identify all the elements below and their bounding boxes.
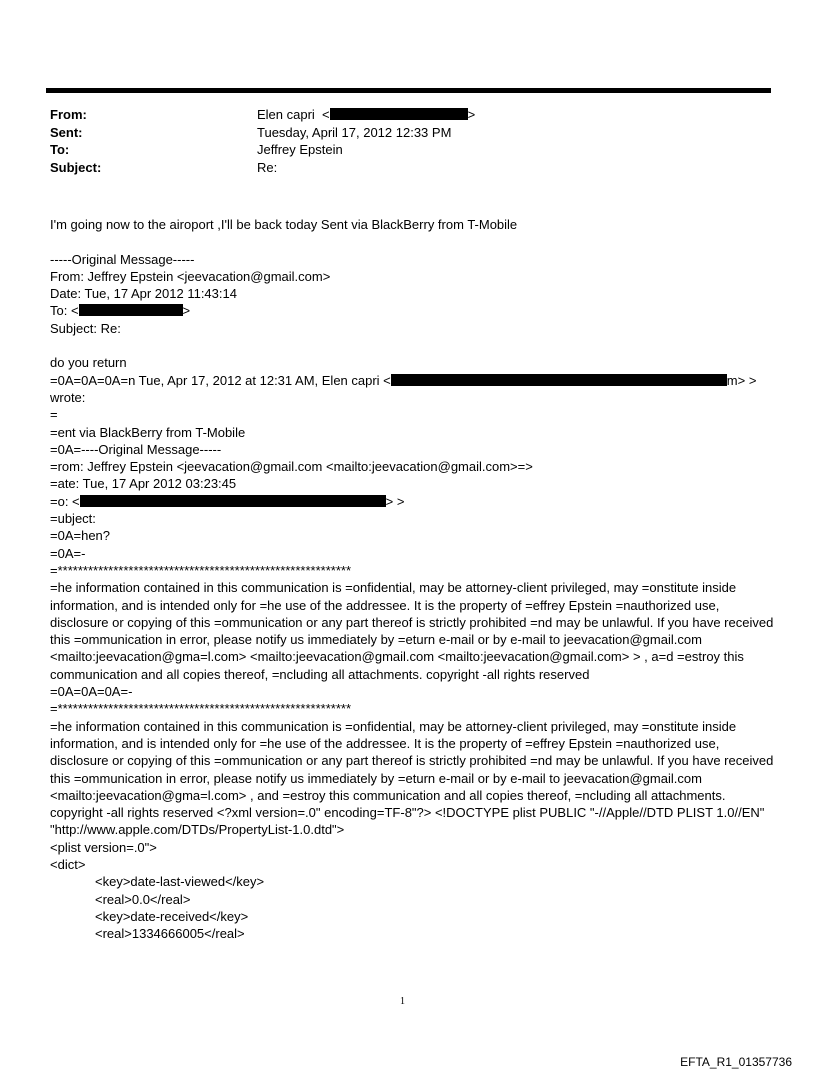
disclaimer-2: =he information contained in this communication is =onfidential, may be attorney-client privileged, may =onstitute inside information, and is intended only for =he use of the addressee. It is the property of =effrey Epstein =nauthorized use, disclosure or copying of this =ommunication or any part thereof is strictly prohibited =nd may be unlawful. If you have received this =ommunication in error, please notify us immediately by =eturn e-mail or by e-mail to jeevacation@gmail.com <mailto:jeevacation@gma=l.com> , and =estroy this communication and all copies thereof, =ncluding all attachments. copyright -all rights reserved <?xml version=.0" encoding=TF-8"?> <!DOCTYPE plist PUBLIC "-//Apple//DTD PLIST 1.0//EN" "http://www.apple.com/DTDs/PropertyList-1.0.dtd"> <box>50 718 774 838</box>
key-date-last-viewed: <key>date-last-viewed</key> <box>95 874 265 890</box>
disclaimer-1: =he information contained in this communication is =onfidential, may be attorney-client privileged, may =onstitute inside information, and is intended only for =he use of the addressee. It is the property of =effrey Epstein =nauthorized use, disclosure or copying of this =ommunication or any part thereof is strictly prohibited =nd may be unlawful. If you have received this =ommunication in error, please notify us immediately by =eturn e-mail or by e-mail to jeevacation@gmail.com <mailto:jeevacation@gma=l.com> <mailto:jeevacation@gmail.com <mailto:jeevacation@gmail.com> > , a=d =estroy this communication and all copies thereof, =ncluding all attachments. copyright -all rights reserved <box>50 580 774 682</box>
subject-row <box>50 159 770 177</box>
stars-line: =********************************************************** <box>50 562 352 578</box>
wrote-suffix: m> > <box>726 372 757 388</box>
equals-line: = <box>50 407 58 423</box>
from-lt: < <box>322 107 330 122</box>
key-date-received: <key>date-received</key> <box>95 908 249 924</box>
plist-line: <plist version=.0"> <box>50 839 157 855</box>
rom-line: =rom: Jeffrey Epstein <jeevacation@gmail.com <mailto:jeevacation@gmail.com>=> <box>50 459 533 475</box>
wrote-prefix: =0A=0A=0A=n Tue, Apr 17, 2012 at 12:31 AM, Elen capri < <box>50 372 391 388</box>
original-marker-2: =0A=----Original Message----- <box>50 441 222 457</box>
sent-label: Sent: <box>50 124 83 140</box>
ate-line: =ate: Tue, 17 Apr 2012 03:23:45 <box>50 476 237 492</box>
to-value: Jeffrey Epstein <box>257 142 343 157</box>
from-value <box>257 106 475 124</box>
sent-value: Tuesday, April 17, 2012 12:33 PM <box>257 124 452 140</box>
ubject-line: =ubject: <box>50 511 96 527</box>
o-prefix: =o: < <box>50 493 80 509</box>
redaction-bar <box>391 374 727 386</box>
hen-line: =0A=hen? <box>50 528 111 544</box>
real-value-1: <real>0.0</real> <box>95 891 191 907</box>
sent-row <box>50 124 770 142</box>
subject-value: Re: <box>257 159 278 175</box>
from-gt: > <box>467 107 476 122</box>
wrote-word: wrote: <box>50 389 86 405</box>
original-to <box>50 302 775 319</box>
oa-dash-line: =0A=- <box>50 545 86 561</box>
original-marker: -----Original Message----- <box>50 251 195 267</box>
o-line <box>50 493 775 510</box>
o-suffix: > > <box>385 493 405 509</box>
from-label: From: <box>50 107 87 122</box>
original-to-suffix: > <box>182 303 191 319</box>
redaction-bar <box>80 495 386 507</box>
document-id: EFTA_R1_01357736 <box>680 1055 792 1069</box>
from-row <box>50 106 770 124</box>
real-value-2: <real>1334666005</real> <box>95 926 245 942</box>
redaction-bar <box>79 304 183 316</box>
redaction-bar <box>330 108 468 120</box>
email-body <box>50 216 775 942</box>
reply-line: I'm going now to the airoport ,I'll be back today Sent via BlackBerry from T-Mobile <box>50 217 518 232</box>
email-header <box>50 106 770 176</box>
original-to-prefix: To: < <box>50 303 79 319</box>
top-rule <box>46 88 771 93</box>
from-name: Elen capri <box>257 107 315 122</box>
page-number: 1 <box>400 996 405 1007</box>
subject-label: Subject: <box>50 159 102 175</box>
wrote-line <box>50 372 775 389</box>
original-subject: Subject: Re: <box>50 320 121 336</box>
to-row <box>50 141 770 159</box>
original-from: From: Jeffrey Epstein <jeevacation@gmail.com> <box>50 268 331 284</box>
stars-line-2: =********************************************************** <box>50 701 352 717</box>
return-question: do you return <box>50 355 127 371</box>
to-label: To: <box>50 142 70 157</box>
original-date: Date: Tue, 17 Apr 2012 11:43:14 <box>50 286 237 302</box>
dict-line: <dict> <box>50 856 86 872</box>
sent-via-line: =ent via BlackBerry from T-Mobile <box>50 424 246 440</box>
oa-triple-line: =0A=0A=0A=- <box>50 684 133 700</box>
